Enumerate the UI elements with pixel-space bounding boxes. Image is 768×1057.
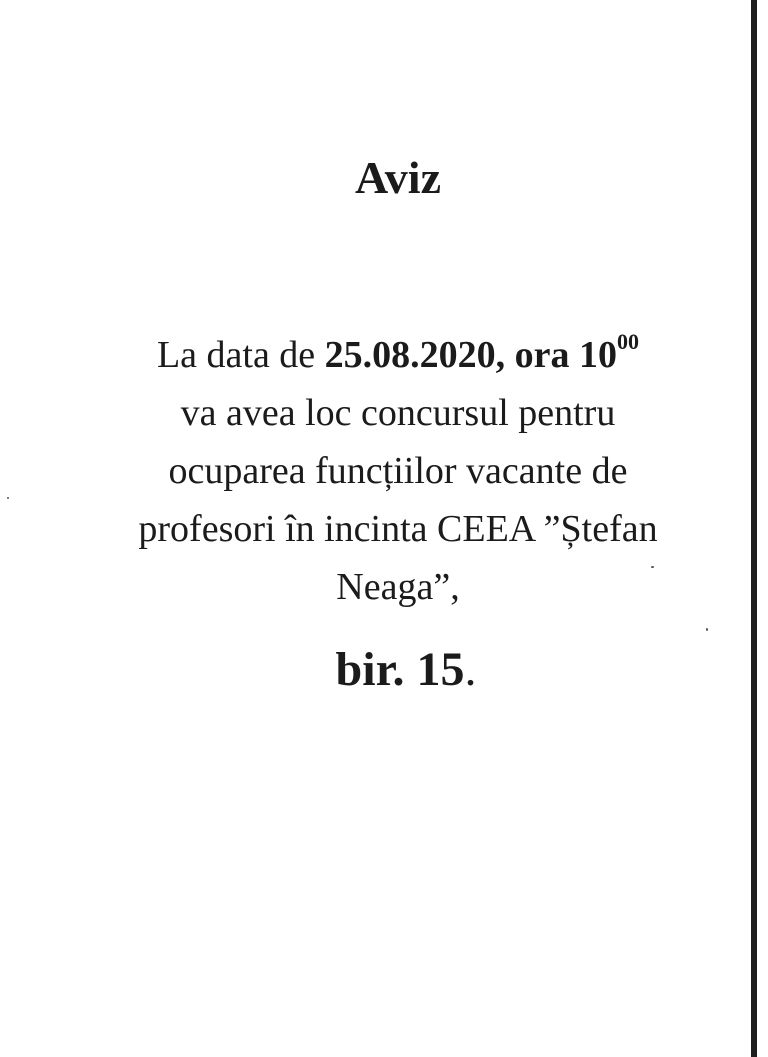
notice-line-date [0,326,768,384]
time-minutes: 00 [617,329,640,355]
notice-title: Aviz [354,152,441,203]
notice-line-2: va avea loc concursul pentru [180,392,616,434]
scan-speck [651,566,654,568]
notice-body [0,326,768,616]
scan-speck [706,628,708,631]
date-time: 25.08.2020, ora 10 [324,334,618,376]
notice-room [0,640,768,700]
scan-speck [7,497,9,499]
notice-line-3: ocuparea funcțiilor vacante de [168,450,628,492]
notice-line-4: profesori în incinta CEEA ”Ștefan [138,508,658,550]
room-number: bir. 15 [335,643,465,696]
date-prefix: La data de [156,334,325,376]
room-period: . [464,643,477,696]
notice-line-5: Neaga”, [336,566,460,608]
